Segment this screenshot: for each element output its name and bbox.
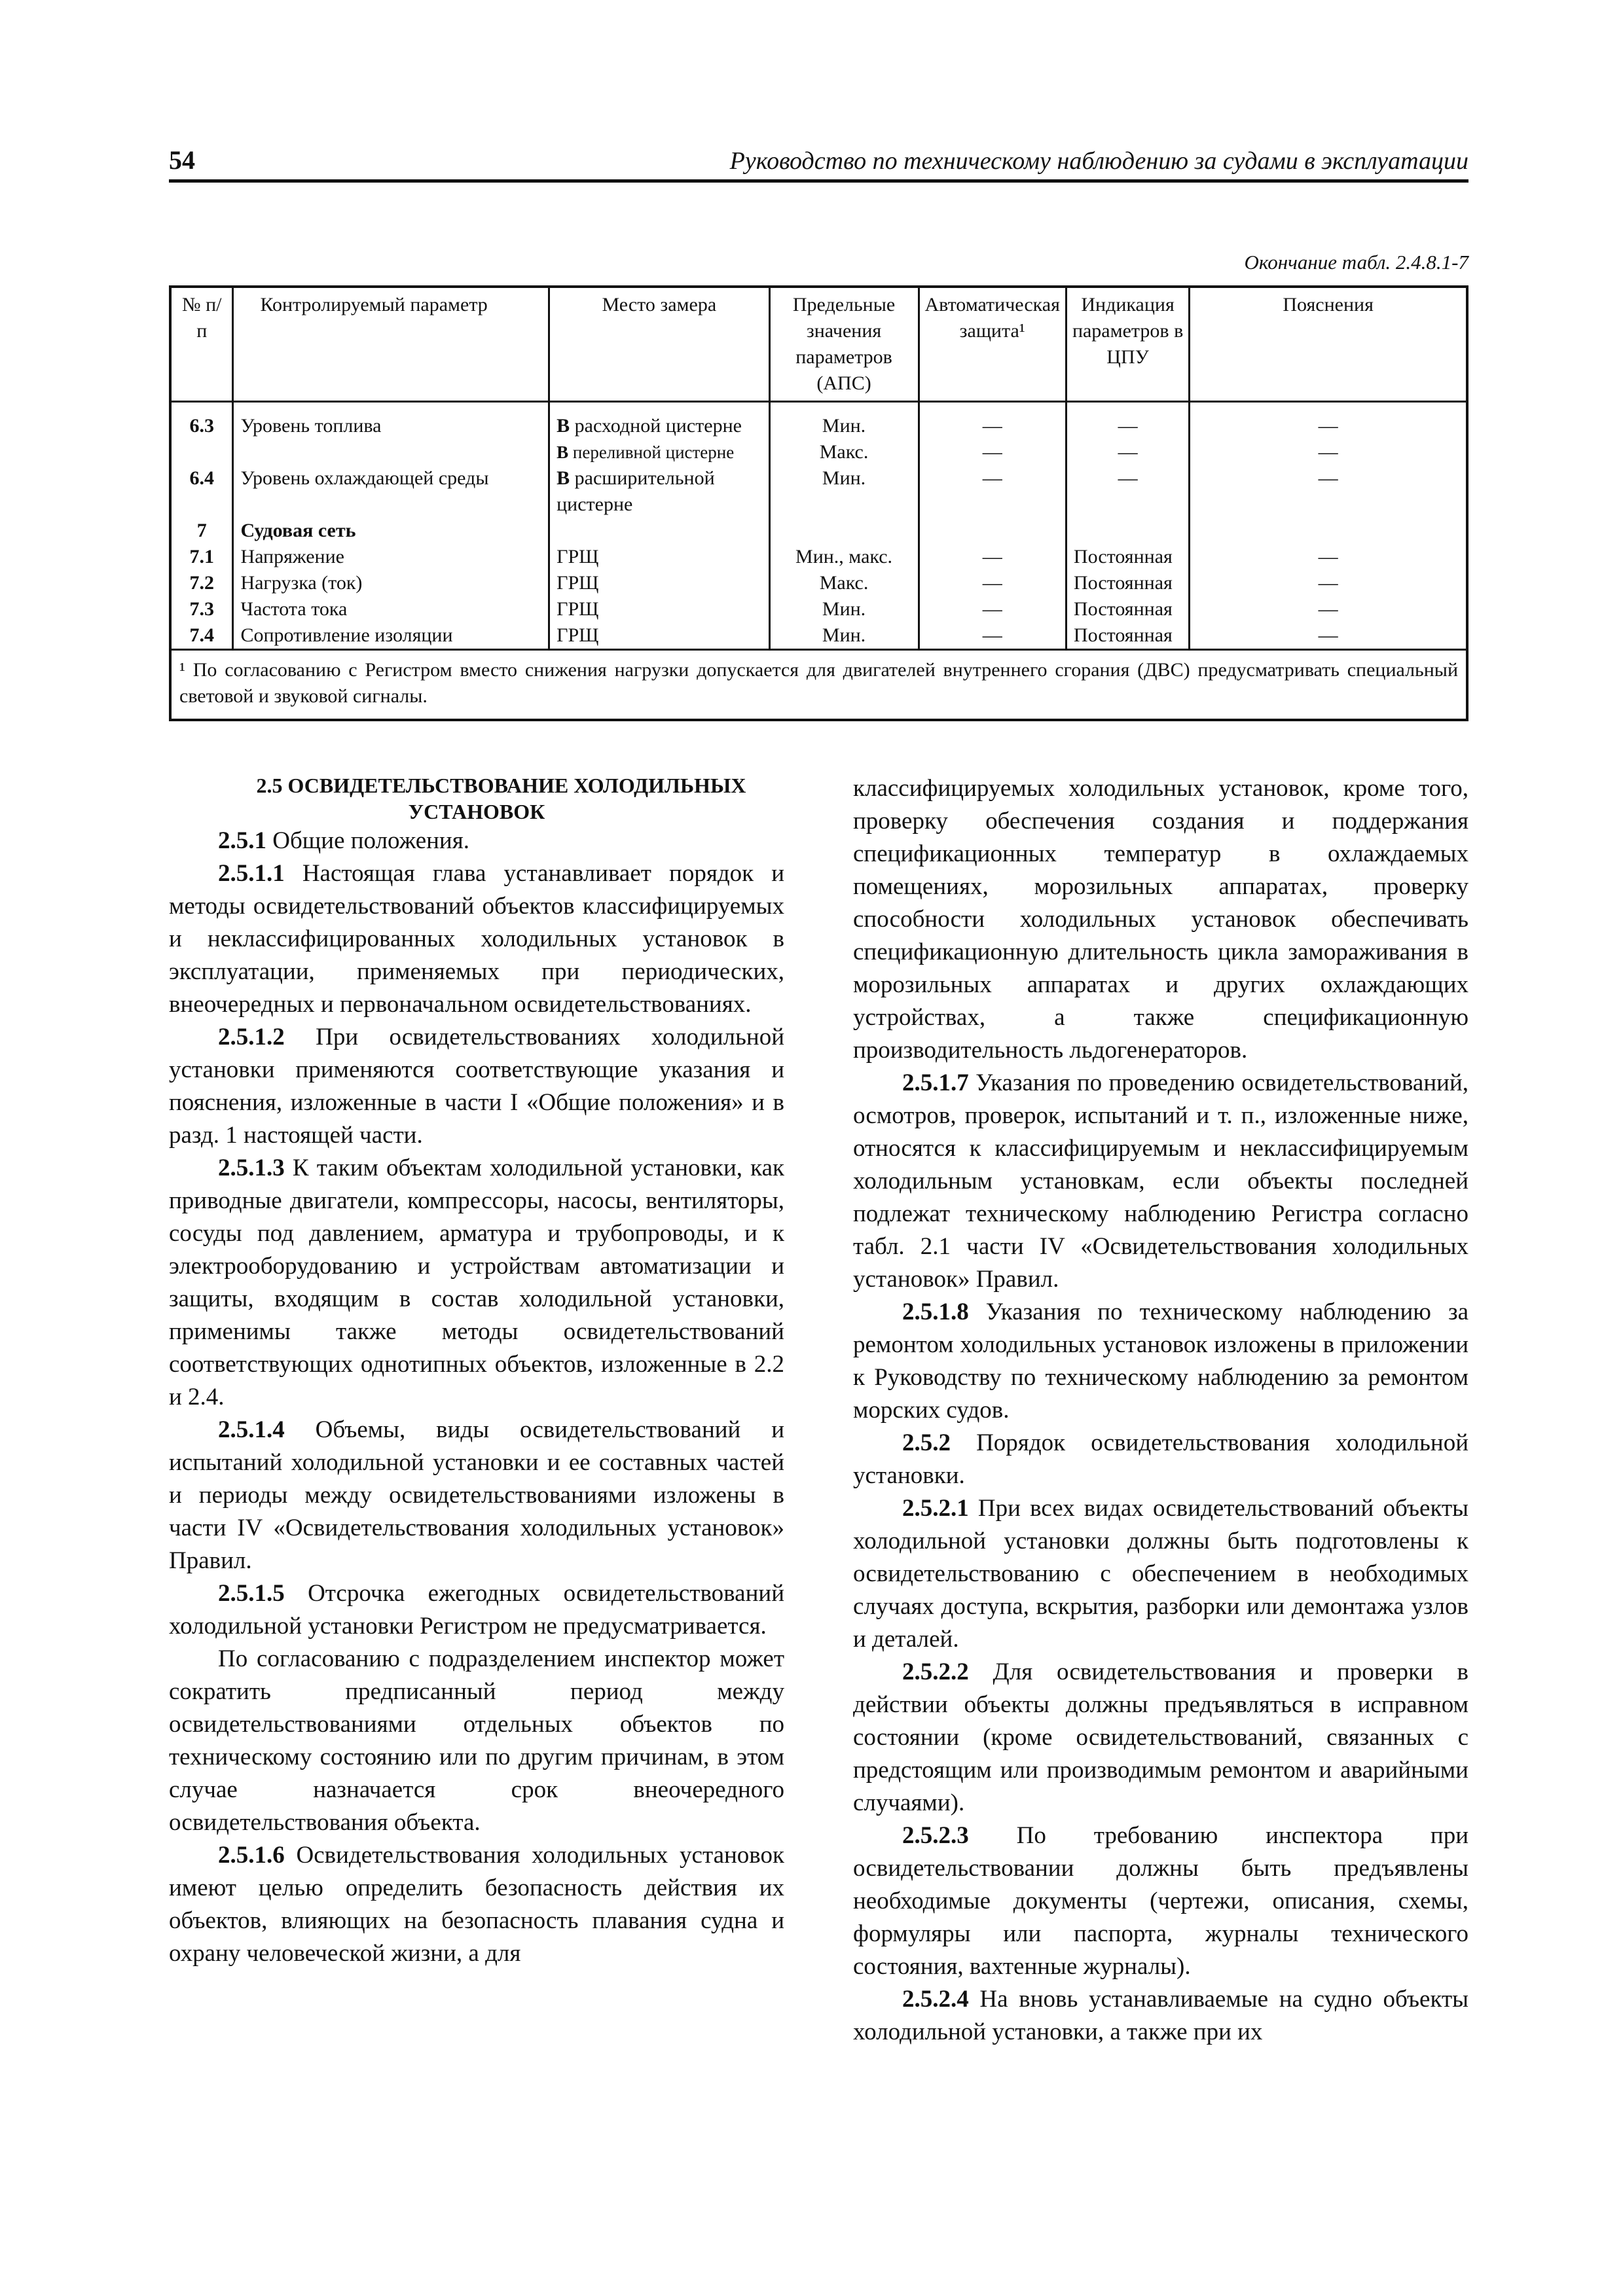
row-parameter: Уровень топлива	[233, 402, 549, 440]
row-parameter: Уровень охлаждающей среды	[233, 465, 549, 518]
row-auto-protection: —	[919, 439, 1066, 465]
clause-number: 2.5.2.1	[902, 1495, 969, 1522]
table-row	[170, 544, 1467, 570]
row-notes: —	[1190, 570, 1467, 596]
left-column	[169, 772, 784, 2049]
paragraph-text: При всех видах освидетельствований объекты холодильной установки должны быть подготовлены к освидетельствованию с обеспечением в необходимых случаях доступа, вскрытия, разборки или демонтажа узлов и деталей.	[853, 1495, 1468, 1653]
paragraph-text: Указания по проведению освидетельствований, осмотров, проверок, испытаний и т. п., изложенные ниже, относятся к классифицируемым и неклассифицируемым холодильным установкам, если объекты последней подлежат техническому наблюдению Регистра согласно табл. 2.1 части IV «Освидетельствования холодильных установок» Правил.	[853, 1069, 1468, 1293]
paragraph-text: Для освидетельствования и проверки в действии объекты должны предъявляться в исправном состоянии (кроме освидетельствований, связанных с предстоящим или производимым ремонтом и аварийными случаями).	[853, 1659, 1468, 1816]
row-place: ГРЩ	[549, 622, 769, 650]
paragraph-text: По согласованию с подразделением инспектор может сократить предписанный период между освидетельствованиями отдельных объектов по техническому состоянию или по другим причинам, в этом случае назначается срок внеочередного освидетельствования объекта.	[169, 1645, 784, 1836]
place-text: расходной цистерне	[570, 415, 742, 437]
paragraph	[169, 1643, 784, 1839]
place-line	[556, 465, 761, 492]
running-title: Руководство по техническому наблюдению за судами в эксплуатации	[729, 147, 1468, 175]
column-header: Место замера	[549, 287, 769, 402]
paragraph-text: По требованию инспектора при освидетельствовании должны быть предъявлены необходимые документы (чертежи, описания, схемы, формуляры или паспорта, журналы технического состояния, вахтенные журналы).	[853, 1822, 1468, 1980]
section-title: 2.5 ОСВИДЕТЕЛЬСТВОВАНИЕ ХОЛОДИЛЬНЫХ УСТАНОВОК	[256, 774, 746, 823]
row-place	[549, 518, 769, 544]
paragraph	[169, 1021, 784, 1152]
row-notes	[1190, 518, 1467, 544]
table-row	[170, 596, 1467, 622]
row-limit	[769, 518, 919, 544]
row-place	[549, 465, 769, 518]
row-notes: —	[1190, 622, 1467, 650]
row-number: 7.2	[170, 570, 233, 596]
paragraph	[853, 1492, 1468, 1656]
row-auto-protection: —	[919, 570, 1066, 596]
row-limit: Макс.	[769, 570, 919, 596]
clause-number: 2.5.1.4	[218, 1416, 285, 1443]
paragraph-text: На вновь устанавливаемые на судно объекты холодильной установки, а также при их	[853, 1986, 1468, 2045]
row-place	[549, 439, 769, 465]
paragraph	[169, 1414, 784, 1577]
table-row	[170, 439, 1467, 465]
clause-number: 2.5.2.2	[902, 1659, 969, 1685]
column-header: № п/п	[170, 287, 233, 402]
paragraph-text: Освидетельствования холодильных установок имеют целью определить безопасность действия их объектов, влияющих на безопасность плавания судна и охрану человеческой жизни, а для	[169, 1842, 784, 1967]
row-parameter: Частота тока	[233, 596, 549, 622]
right-column	[853, 772, 1468, 2049]
clause-number: 2.5.1.2	[218, 1024, 285, 1050]
row-notes: —	[1190, 465, 1467, 518]
row-notes: —	[1190, 596, 1467, 622]
place-line: цистерне	[556, 493, 633, 515]
row-indication: —	[1066, 465, 1189, 518]
table-row	[170, 518, 1467, 544]
table-row	[170, 402, 1467, 440]
row-auto-protection: —	[919, 465, 1066, 518]
place-prefix: В	[556, 442, 569, 462]
table-row	[170, 570, 1467, 596]
row-limit: Макс.	[769, 439, 919, 465]
paragraph-text: При освидетельствованиях холодильной установки применяются соответствующие указания и пояснения, изложенные в части I «Общие положения» и в разд. 1 настоящей части.	[169, 1024, 784, 1149]
place-text: расширительной	[570, 467, 715, 489]
row-auto-protection: —	[919, 596, 1066, 622]
clause-number: 2.5.1.7	[902, 1069, 969, 1096]
row-limit: Мин.	[769, 402, 919, 440]
row-auto-protection	[919, 518, 1066, 544]
column-header: Автоматическая защита¹	[919, 287, 1066, 402]
paragraph	[853, 772, 1468, 1067]
row-auto-protection: —	[919, 622, 1066, 650]
paragraph	[853, 1656, 1468, 1820]
row-number: 7.1	[170, 544, 233, 570]
row-number	[170, 439, 233, 465]
paragraph	[853, 1067, 1468, 1296]
paragraph	[853, 1820, 1468, 1983]
row-place: ГРЩ	[549, 570, 769, 596]
clause-number: 2.5.1.3	[218, 1155, 285, 1181]
clause-number: 2.5.2.3	[902, 1822, 969, 1849]
body-columns	[169, 772, 1468, 2049]
page-number: 54	[169, 145, 195, 175]
paragraph	[853, 1427, 1468, 1492]
clause-number: 2.5.1.8	[902, 1299, 969, 1325]
row-number: 7	[170, 518, 233, 544]
row-place: ГРЩ	[549, 544, 769, 570]
row-limit: Мин., макс.	[769, 544, 919, 570]
page-header	[169, 145, 1468, 183]
table-row	[170, 622, 1467, 650]
row-number: 7.3	[170, 596, 233, 622]
row-parameter: Напряжение	[233, 544, 549, 570]
clause-number: 2.5.1.1	[218, 860, 285, 887]
row-parameter: Нагрузка (ток)	[233, 570, 549, 596]
paragraph	[853, 1983, 1468, 2049]
row-limit: Мин.	[769, 465, 919, 518]
place-prefix: В	[556, 467, 570, 489]
row-parameter: Сопротивление изоляции	[233, 622, 549, 650]
row-number: 6.4	[170, 465, 233, 518]
row-limit: Мин.	[769, 596, 919, 622]
column-header: Индикация параметров в ЦПУ	[1066, 287, 1189, 402]
paragraph-text: Общие положения.	[266, 827, 469, 854]
row-number: 7.4	[170, 622, 233, 650]
paragraph	[169, 1152, 784, 1414]
paragraph-text: классифицируемых холодильных установок, кроме того, проверку обеспечения создания и поддержания спецификационных температур в охлаждаемых помещениях, морозильных аппаратах, проверку способности холодильных установок обеспечивать спецификационную длительность цикла замораживания в морозильных аппаратах и других охлаждающих устройствах, а также спецификационную производительность льдогенераторов.	[853, 775, 1468, 1064]
row-indication: Постоянная	[1066, 544, 1189, 570]
clause-number: 2.5.1.6	[218, 1842, 285, 1869]
row-limit: Мин.	[769, 622, 919, 650]
column-header: Пояснения	[1190, 287, 1467, 402]
row-indication: —	[1066, 402, 1189, 440]
parameters-table	[169, 285, 1468, 721]
row-indication: —	[1066, 439, 1189, 465]
clause-number: 2.5.1.5	[218, 1580, 285, 1607]
paragraph	[169, 857, 784, 1021]
paragraph-text: Порядок освидетельствования холодильной установки.	[853, 1429, 1468, 1489]
row-parameter: Судовая сеть	[233, 518, 549, 544]
column-header: Предельные значения параметров (АПС)	[769, 287, 919, 402]
clause-number: 2.5.2.4	[902, 1986, 969, 2013]
row-indication: Постоянная	[1066, 622, 1189, 650]
row-auto-protection: —	[919, 544, 1066, 570]
place-text: переливной цистерне	[568, 442, 735, 462]
paragraph-text: Объемы, виды освидетельствований и испытаний холодильной установки и ее составных частей и периоды между освидетельствованиями изложены в части IV «Освидетельствования холодильных установок» Правил.	[169, 1416, 784, 1574]
row-notes: —	[1190, 439, 1467, 465]
clause-number: 2.5.1	[218, 827, 266, 854]
row-parameter	[233, 439, 549, 465]
row-indication: Постоянная	[1066, 596, 1189, 622]
paragraph-text: К таким объектам холодильной установки, как приводные двигатели, компрессоры, насосы, вентиляторы, сосуды под давлением, арматура и трубопроводы, и к электрооборудованию и устройствам автоматизации и защиты, входящим в состав холодильной установки, применимы также методы освидетельствований соответствующих однотипных объектов, изложенные в 2.2 и 2.4.	[169, 1155, 784, 1410]
row-notes: —	[1190, 544, 1467, 570]
column-header: Контролируемый параметр	[233, 287, 549, 402]
paragraph-text: Отсрочка ежегодных освидетельствований холодильной установки Регистром не предусматривается.	[169, 1580, 784, 1640]
table-header-row	[170, 287, 1467, 402]
row-notes: —	[1190, 402, 1467, 440]
paragraph	[169, 825, 784, 857]
row-auto-protection: —	[919, 402, 1066, 440]
place-prefix: В	[556, 415, 570, 437]
row-indication	[1066, 518, 1189, 544]
table-footnote-row	[170, 650, 1467, 721]
row-place: ГРЩ	[549, 596, 769, 622]
table-caption: Окончание табл. 2.4.8.1-7	[1244, 251, 1468, 274]
row-indication: Постоянная	[1066, 570, 1189, 596]
row-number: 6.3	[170, 402, 233, 440]
clause-number: 2.5.2	[902, 1429, 951, 1456]
paragraph	[169, 1839, 784, 1970]
paragraph	[169, 1577, 784, 1643]
table-footnote: ¹ По согласованию с Регистром вместо снижения нагрузки допускается для двигателей внутреннего сгорания (ДВС) предусматривать специальный световой и звуковой сигналы.	[170, 650, 1467, 721]
paragraph-text: Настоящая глава устанавливает порядок и методы освидетельствований объектов классифицируемых и неклассифицированных холодильных установок в эксплуатации, применяемых при периодических, внеочередных и первоначальном освидетельствованиях.	[169, 860, 784, 1018]
table-row	[170, 465, 1467, 518]
paragraph-text: Указания по техническому наблюдению за ремонтом холодильных установок изложены в приложении к Руководству по техническому наблюдению за ремонтом морских судов.	[853, 1299, 1468, 1424]
paragraph	[853, 1296, 1468, 1427]
row-place	[549, 402, 769, 440]
